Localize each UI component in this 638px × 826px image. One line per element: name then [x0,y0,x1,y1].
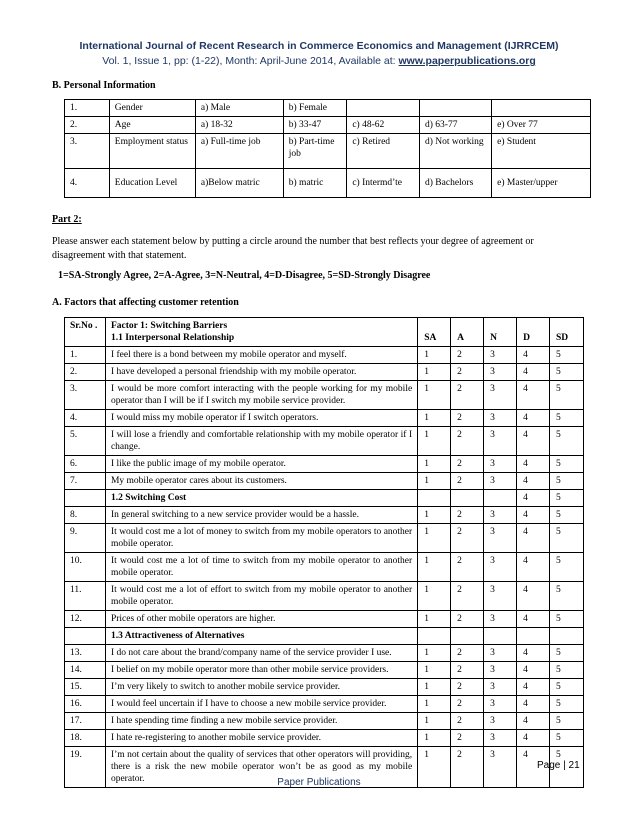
section-b-heading: B. Personal Information [52,80,156,91]
statement-text: I hate spending time finding a new mobile service provider. [105,713,417,730]
answer-option[interactable]: b) Female [283,100,347,117]
rating-option-a[interactable]: 2 [451,553,484,582]
subsection-row [65,490,584,507]
srno-header: Sr.No . [65,318,106,347]
rating-option-d[interactable]: 4 [517,347,550,364]
rating-option-sa[interactable]: 1 [418,364,451,381]
answer-option[interactable] [492,100,591,117]
statement-row [65,456,584,473]
scale-header-sd: SD [550,318,584,347]
personal-row [65,169,591,198]
statement-number: 7. [65,473,106,490]
row-number: 1. [65,100,110,117]
rating-option-n[interactable]: 3 [484,347,517,364]
row-number: 2. [65,117,110,134]
statement-row [65,364,584,381]
rating-option-sd[interactable]: 5 [550,611,584,628]
answer-option[interactable] [420,100,492,117]
question-label: Gender [109,100,195,117]
rating-option-n[interactable]: 3 [484,507,517,524]
rating-option-sa [418,628,451,645]
volume-text: Vol. 1, Issue 1, pp: (1-22), Month: April-June 2014, Available at: [102,55,399,67]
statement-row [65,662,584,679]
statement-number: 1. [65,347,106,364]
answer-option[interactable]: e) Master/upper [492,169,591,198]
statement-number: 9. [65,524,106,553]
rating-option-d[interactable]: 4 [517,730,550,747]
rating-option-a[interactable]: 2 [451,427,484,456]
subsection-row [65,628,584,645]
answer-option[interactable]: c) Intermd’te [347,169,420,198]
rating-option-sd[interactable]: 5 [550,747,584,788]
rating-option-d[interactable]: 4 [517,507,550,524]
answer-option[interactable]: b) 33-47 [283,117,347,134]
rating-option-d[interactable]: 4 [517,645,550,662]
rating-option-sd[interactable]: 5 [550,645,584,662]
factors-table [64,317,584,788]
statement-number: 4. [65,410,106,427]
rating-option-a[interactable]: 2 [451,645,484,662]
rating-option-sa[interactable]: 1 [418,713,451,730]
statement-number: 2. [65,364,106,381]
rating-option-sa[interactable]: 1 [418,747,451,788]
statement-text: I will lose a friendly and comfortable relationship with my mobile operator if I change. [105,427,417,456]
instructions-text: Please answer each statement below by putting a circle around the number that best reflects your degree of agreement or disagreement with that statement. [52,236,534,261]
statement-row [65,473,584,490]
rating-option-n[interactable]: 3 [484,679,517,696]
section-a-heading: A. Factors that affecting customer retention [52,297,239,308]
statement-text: In general switching to a new service provider would be a hassle. [105,507,417,524]
statement-number: 12. [65,611,106,628]
statement-row [65,410,584,427]
rating-option-d[interactable]: 4 [517,364,550,381]
row-number: 3. [65,134,110,169]
answer-option[interactable]: d) Not working [420,134,492,169]
factor-title: Factor 1: Switching Barriers [110,321,228,331]
part2-heading: Part 2: [52,214,82,225]
statement-row [65,679,584,696]
journal-website-link[interactable]: www.paperpublications.org [398,55,536,67]
rating-option-sa[interactable]: 1 [418,696,451,713]
rating-option-n[interactable]: 3 [484,524,517,553]
scale-header-d: D [517,318,550,347]
rating-option-d[interactable]: 4 [517,679,550,696]
rating-option-a[interactable]: 2 [451,456,484,473]
scale-header-n: N [484,318,517,347]
rating-option-n[interactable]: 3 [484,582,517,611]
statement-text: I would be more comfort interacting with the people working for my mobile operator than I will be if I switch my mobile service provider. [105,381,417,410]
statement-number: 13. [65,645,106,662]
scale-header-a: A [451,318,484,347]
rating-option-d[interactable]: 4 [517,524,550,553]
answer-option[interactable]: a) 18-32 [195,117,283,134]
statement-row [65,696,584,713]
rating-option-d[interactable]: 4 [517,747,550,788]
rating-option-sa[interactable]: 1 [418,473,451,490]
rating-option-sd[interactable]: 5 [550,427,584,456]
statement-row [65,730,584,747]
rating-option-a[interactable]: 2 [451,662,484,679]
rating-option-sd[interactable]: 5 [550,490,584,507]
rating-option-a[interactable]: 2 [451,611,484,628]
rating-option-n[interactable]: 3 [484,410,517,427]
statement-text: I like the public image of my mobile operator. [105,456,417,473]
rating-option-sd[interactable]: 5 [550,553,584,582]
rating-option-a[interactable]: 2 [451,524,484,553]
answer-option[interactable]: c) 48-62 [347,117,420,134]
rating-option-d [517,628,550,645]
rating-option-sd[interactable]: 5 [550,473,584,490]
statement-text: I’m not certain about the quality of services that other operators will providing, there is a risk the new mobile operator won’t be as good as my mobile operator. [105,747,417,788]
statement-text: I’m very likely to switch to another mobile service provider. [105,679,417,696]
statement-row [65,381,584,410]
rating-option-sd[interactable]: 5 [550,730,584,747]
rating-option-sd[interactable]: 5 [550,662,584,679]
statement-number: 19. [65,747,106,788]
statement-number: 18. [65,730,106,747]
rating-option-a[interactable]: 2 [451,679,484,696]
rating-option-sd[interactable]: 5 [550,679,584,696]
factor-header [105,318,417,347]
rating-option-sd[interactable]: 5 [550,582,584,611]
rating-option-n [484,628,517,645]
rating-option-d[interactable]: 4 [517,381,550,410]
rating-option-n [484,490,517,507]
statement-row [65,507,584,524]
rating-option-d[interactable]: 4 [517,456,550,473]
answer-option[interactable]: a) Male [195,100,283,117]
rating-option-sa[interactable]: 1 [418,410,451,427]
answer-option[interactable]: a)Below matric [195,169,283,198]
rating-option-a[interactable]: 2 [451,381,484,410]
rating-option-d[interactable]: 4 [517,582,550,611]
rating-option-sa[interactable]: 1 [418,730,451,747]
statement-number: 11. [65,582,106,611]
rating-option-sd[interactable]: 5 [550,364,584,381]
row-number: 4. [65,169,110,198]
scale-legend: 1=SA-Strongly Agree, 2=A-Agree, 3=N-Neutral, 4=D-Disagree, 5=SD-Strongly Disagree [58,270,431,281]
rating-option-a[interactable]: 2 [451,713,484,730]
rating-option-sa[interactable]: 1 [418,347,451,364]
statement-number: 5. [65,427,106,456]
rating-option-n[interactable]: 3 [484,696,517,713]
answer-option[interactable]: d) 63-77 [420,117,492,134]
statement-text: I do not care about the brand/company name of the service provider I use. [105,645,417,662]
rating-option-n[interactable]: 3 [484,473,517,490]
rating-option-a[interactable]: 2 [451,364,484,381]
rating-option-sa[interactable]: 1 [418,645,451,662]
statement-row [65,582,584,611]
statement-row [65,427,584,456]
rating-option-sa[interactable]: 1 [418,582,451,611]
question-label: Age [109,117,195,134]
answer-option[interactable]: c) Retired [347,134,420,169]
page-number: Page | 21 [537,760,580,771]
statement-number: 15. [65,679,106,696]
rating-option-n[interactable]: 3 [484,456,517,473]
question-label: Employment status [109,134,195,169]
statement-text: I have developed a personal friendship with my mobile operator. [105,364,417,381]
rating-option-n[interactable]: 3 [484,364,517,381]
statement-text: It would cost me a lot of effort to switch from my mobile operator to another mobile operator. [105,582,417,611]
rating-option-sd[interactable]: 5 [550,381,584,410]
statement-text: It would cost me a lot of time to switch from my mobile operator to another mobile operator. [105,553,417,582]
answer-option[interactable]: d) Bachelors [420,169,492,198]
rating-option-n[interactable]: 3 [484,553,517,582]
answer-option[interactable]: b) matric [283,169,347,198]
rating-option-d[interactable]: 4 [517,410,550,427]
statement-text: I feel there is a bond between my mobile operator and myself. [105,347,417,364]
rating-option-n[interactable]: 3 [484,730,517,747]
subsection-title: 1.1 Interpersonal Relationship [110,333,235,343]
statement-row [65,645,584,662]
factors-header-row [65,318,584,347]
rating-option-a[interactable]: 2 [451,696,484,713]
statement-number: 10. [65,553,106,582]
answer-option[interactable]: e) Student [492,134,591,169]
answer-option[interactable]: a) Full-time job [195,134,283,169]
answer-option[interactable]: e) Over 77 [492,117,591,134]
personal-row [65,100,591,117]
rating-option-sd[interactable]: 5 [550,696,584,713]
personal-row [65,134,591,169]
rating-option-n[interactable]: 3 [484,611,517,628]
statement-row [65,713,584,730]
rating-option-a [451,628,484,645]
question-label: Education Level [109,169,195,198]
statement-number [65,628,106,645]
rating-option-sd[interactable]: 5 [550,713,584,730]
rating-option-sa[interactable]: 1 [418,456,451,473]
rating-option-sa[interactable]: 1 [418,611,451,628]
personal-row [65,117,591,134]
answer-option[interactable] [347,100,420,117]
rating-option-d[interactable]: 4 [517,696,550,713]
rating-option-a [451,490,484,507]
rating-option-a[interactable]: 2 [451,347,484,364]
journal-volume-line [0,55,638,67]
statement-number: 6. [65,456,106,473]
rating-option-a[interactable]: 2 [451,473,484,490]
rating-option-n[interactable]: 3 [484,747,517,788]
rating-option-sa[interactable]: 1 [418,524,451,553]
rating-option-d[interactable]: 4 [517,662,550,679]
rating-option-sa[interactable]: 1 [418,427,451,456]
rating-option-a[interactable]: 2 [451,730,484,747]
statement-row [65,347,584,364]
rating-option-d[interactable]: 4 [517,611,550,628]
statement-text: I would feel uncertain if I have to choose a new mobile service provider. [105,696,417,713]
statement-text: I hate re-registering to another mobile service provider. [105,730,417,747]
statement-number: 16. [65,696,106,713]
subsection-title: 1.3 Attractiveness of Alternatives [105,628,417,645]
answer-option[interactable]: b) Part-time job [283,134,347,169]
rating-option-sd[interactable]: 5 [550,410,584,427]
rating-option-n[interactable]: 3 [484,713,517,730]
rating-option-n[interactable]: 3 [484,645,517,662]
rating-option-n[interactable]: 3 [484,427,517,456]
rating-option-d[interactable]: 4 [517,713,550,730]
rating-option-sd [550,628,584,645]
personal-info-table [64,99,591,198]
scale-header-sa: SA [418,318,451,347]
rating-option-sd[interactable]: 5 [550,524,584,553]
rating-option-sa[interactable]: 1 [418,553,451,582]
rating-option-a[interactable]: 2 [451,410,484,427]
rating-option-d[interactable]: 4 [517,490,550,507]
statement-text: It would cost me a lot of money to switch from my mobile operators to another mobile operator. [105,524,417,553]
subsection-title: 1.2 Switching Cost [105,490,417,507]
rating-option-sa[interactable]: 1 [418,662,451,679]
statement-row [65,524,584,553]
rating-option-a[interactable]: 2 [451,582,484,611]
rating-option-sa[interactable]: 1 [418,381,451,410]
statement-number: 3. [65,381,106,410]
rating-option-sa[interactable]: 1 [418,507,451,524]
rating-option-sd[interactable]: 5 [550,456,584,473]
statement-number: 14. [65,662,106,679]
publisher-footer: Paper Publications [277,777,361,788]
statement-text: I would miss my mobile operator if I switch operators. [105,410,417,427]
rating-option-d[interactable]: 4 [517,553,550,582]
rating-option-d[interactable]: 4 [517,473,550,490]
statement-text: I belief on my mobile operator more than other mobile service providers. [105,662,417,679]
statement-row [65,553,584,582]
rating-option-sd[interactable]: 5 [550,507,584,524]
statement-text: Prices of other mobile operators are higher. [105,611,417,628]
rating-option-sd[interactable]: 5 [550,347,584,364]
rating-option-a[interactable]: 2 [451,507,484,524]
rating-option-n[interactable]: 3 [484,381,517,410]
rating-option-n[interactable]: 3 [484,662,517,679]
rating-option-d[interactable]: 4 [517,427,550,456]
statement-text: My mobile operator cares about its customers. [105,473,417,490]
rating-option-sa[interactable]: 1 [418,679,451,696]
statement-number: 8. [65,507,106,524]
journal-title: International Journal of Recent Research in Commerce Economics and Management (IJRRCEM) [79,40,559,52]
rating-option-a[interactable]: 2 [451,747,484,788]
statement-row [65,611,584,628]
rating-option-sa [418,490,451,507]
statement-number: 17. [65,713,106,730]
statement-number [65,490,106,507]
